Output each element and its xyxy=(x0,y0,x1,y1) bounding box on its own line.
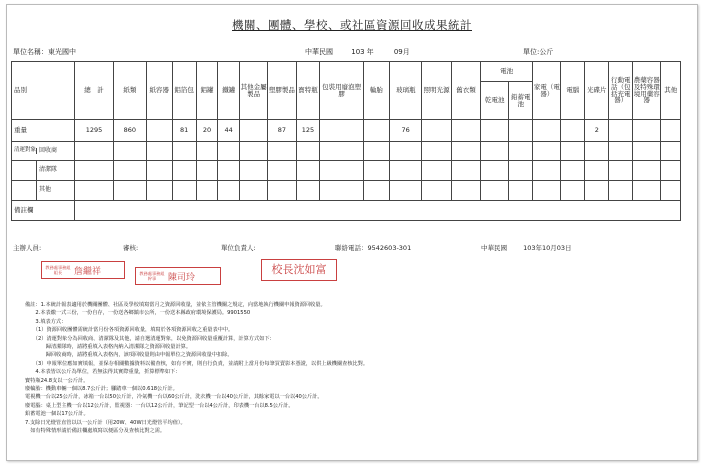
col-computer: 電腦 xyxy=(561,62,585,120)
remarks-row xyxy=(12,201,681,221)
weight-total: 1295 xyxy=(74,120,113,142)
recycling-table xyxy=(11,61,681,221)
col-tires: 輪胎 xyxy=(363,62,389,120)
unit-head-label: 單位負責人: xyxy=(221,244,256,252)
report-period: 中華民國 103 年 09月 xyxy=(305,48,410,56)
unit-label: 單位:公斤 xyxy=(523,48,554,56)
weight-plastic: 87 xyxy=(268,120,296,142)
weight-mobile-phone xyxy=(609,120,633,142)
weight-clothes xyxy=(451,120,480,142)
col-paper-container: 紙容器 xyxy=(146,62,172,120)
stamp-reviewer: 教務處事務組 幹事 陳司玲 xyxy=(135,267,221,285)
weight-row: 重量 1295 860 81 20 44 87 125 76 2 xyxy=(12,120,681,142)
form-page xyxy=(6,4,698,461)
col-other: 其他 xyxy=(661,62,681,120)
weight-foam xyxy=(320,120,363,142)
note-line: 電視機一台以25公斤計，冰箱一台以50公斤計，冷氣機一台以60公斤計，洗衣機一台以40公斤計，其餘家電以一台以40公斤計。 xyxy=(25,394,323,401)
col-aluminum-foil-pack: 鋁箔包 xyxy=(172,62,196,120)
note-line: （2）清運對象分為回收商、清潔隊及其他，請自選清運對象，以免資源回收量重覆計算，計算方式如下： xyxy=(25,335,275,342)
sign-date: 中華民國 103年10月03日 xyxy=(481,244,572,252)
col-pet: 寶特瓶 xyxy=(296,62,320,120)
col-appliance: 家電（電器） xyxy=(533,62,561,120)
notes-section xyxy=(25,301,685,436)
unit-name-row: 單位名稱：東光國中 xyxy=(13,48,76,56)
note-line: 歸清潔隊時，請將重填入表格內納入清潔隊之資源回收量計算。 xyxy=(25,344,192,351)
weight-lead-acid xyxy=(509,120,533,142)
note-line: 廢電腦：桌上型主機一台以12公斤計，監視器：一台以12公斤計，筆記型一台以4公斤計，印表機一台以8.5公斤計。 xyxy=(25,402,294,409)
stamp-preparer: 教務處事務組 組長 詹繼祥 xyxy=(41,261,125,279)
weight-appliance xyxy=(533,120,561,142)
weight-computer xyxy=(561,120,585,142)
weight-tires xyxy=(363,120,389,142)
col-plastic: 塑膠製品 xyxy=(268,62,296,120)
col-disc: 光碟片 xyxy=(585,62,609,120)
reviewer-label: 審核: xyxy=(123,244,139,252)
col-paper: 紙類 xyxy=(114,62,147,120)
weight-aluminum-can: 20 xyxy=(196,120,218,142)
weight-glass: 76 xyxy=(389,120,422,142)
col-other-metal: 其他金屬製品 xyxy=(240,62,268,120)
note-line: 如有特殊情形請於備註欄處填寫以便區分及查核比對之需。 xyxy=(25,428,166,435)
weight-aluminum-foil-pack: 81 xyxy=(172,120,196,142)
weight-dry-battery xyxy=(481,120,509,142)
phone-row: 聯絡電話：9542603-301 xyxy=(335,244,412,252)
col-agri-container: 農藥容器及特殊環境用藥容器 xyxy=(633,62,661,120)
weight-paper: 860 xyxy=(114,120,147,142)
col-foam: 包裝用廢泡塑膠 xyxy=(320,62,363,120)
note-line: 3.填表方式： xyxy=(25,318,67,325)
weight-pet: 125 xyxy=(296,120,320,142)
weight-paper-container xyxy=(146,120,172,142)
col-glass: 玻璃瓶 xyxy=(389,62,422,120)
cleanup-label: 清運對象 xyxy=(14,147,37,154)
weight-iron-can: 44 xyxy=(218,120,240,142)
note-line: 歸回收商時，請將重填入表格內，該項回收量則由申報單位之資源回收量中扣除。 xyxy=(25,352,233,359)
note-line: 4.本表皆以公斤為單位，若無法得其實際重量，折算標準如下： xyxy=(25,369,181,376)
col-aluminum-can: 鋁罐 xyxy=(196,62,218,120)
weight-lighting xyxy=(422,120,451,142)
weight-disc: 2 xyxy=(585,120,609,142)
preparer-label: 主辦人員: xyxy=(13,244,42,252)
remarks-label: 備註欄 xyxy=(12,201,75,221)
col-lead-acid: 鉛蓄電池 xyxy=(509,82,533,120)
form-title: 機關、團體、學校、或社區資源回收成果統計 xyxy=(232,18,472,32)
weight-agri-container xyxy=(633,120,661,142)
remarks-field xyxy=(74,201,680,221)
note-line: 7.支除日光燈管直管以以一公斤計（用20W、40W日光燈管平均值）。 xyxy=(25,419,186,426)
weight-other-metal xyxy=(240,120,268,142)
note-line: 廢輪胎：機動車輛一個以8.7公斤計；腳踏車一個以0.618公斤計。 xyxy=(25,386,178,393)
note-line: 備註：1.本統計報表適用於機關團體、社區及學校填寫當月之資源回收量，並依主管機關之規定，向當地執行機關申報資源回收量。 xyxy=(25,302,326,308)
col-dry-battery: 乾電池 xyxy=(481,82,509,120)
note-line: （1）資源回收團體需統計當月份各項資源回收量，填寫於各項資源回收之重量表中中。 xyxy=(25,327,234,334)
note-line: （3）申報單位應如實填報，並保存相關數據資料以備查核，如有不實，則自行負責，並請附上當月份每筆買賣影本憑證，以供上級機關查核比對。 xyxy=(25,360,369,367)
col-iron-can: 鐵罐 xyxy=(218,62,240,120)
cleanup-row-cleaning-team: 清潔隊 xyxy=(12,161,681,181)
note-line: 鉛蓄電池一個以17公斤計。 xyxy=(25,411,89,418)
cleanup-row-recycler: 清運對象 回收商 xyxy=(12,142,681,161)
col-lighting: 照明光源 xyxy=(422,62,451,120)
col-mobile-phone: 行動電話（包括充電器） xyxy=(609,62,633,120)
cleanup-row-other: 其他 xyxy=(12,181,681,201)
col-clothes: 舊衣類 xyxy=(451,62,480,120)
unit-name: 東光國中 xyxy=(48,48,76,56)
stamp-principal: 校長沈如富 xyxy=(261,259,337,281)
col-battery: 電池 xyxy=(481,62,533,82)
weight-other xyxy=(661,120,681,142)
note-line: 寶特瓶24.8支以一公斤計。 xyxy=(25,377,89,384)
phone-number: 9542603-301 xyxy=(367,244,412,252)
category-header: 品別 xyxy=(12,62,75,120)
note-line: 2.本表繳一式三份，一份自存，一份送各鄉鎮市公所，一份送本縣政府環境保護局。9901550 xyxy=(25,310,251,317)
col-total: 總 計 xyxy=(74,62,113,120)
